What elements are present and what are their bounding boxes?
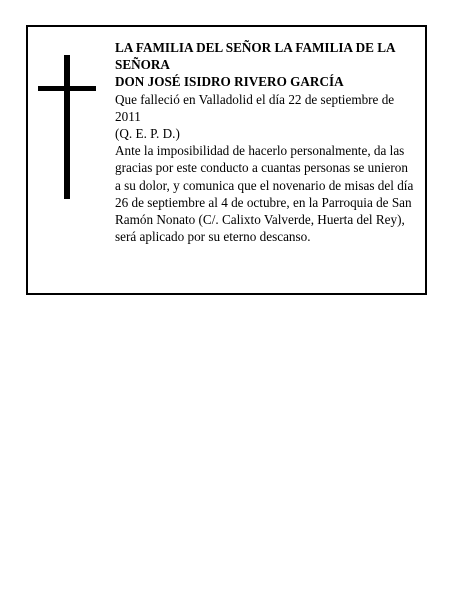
notice-body: Ante la imposibilidad de hacerlo personalmente, da las gracias por este conducto a cuantas personas se unieron a su dolor, y comunica que el novenario de misas del día 26 de septiembre al 4 de octubre, en la Parroquia de San Ramón Nonato (C/. Calixto Valverde, Huerta del Rey), será aplicado por su eterno descanso. bbox=[115, 143, 414, 245]
notice-text bbox=[115, 39, 417, 245]
deceased-name: DON JOSÉ ISIDRO RIVERO GARCÍA bbox=[115, 74, 344, 90]
cross-vertical-bar bbox=[64, 55, 70, 199]
cross-icon bbox=[38, 55, 98, 199]
family-heading: LA FAMILIA DEL SEÑOR LA FAMILIA DE LA SEÑORA bbox=[115, 40, 395, 73]
death-statement: Que falleció en Valladolid el día 22 de septiembre de 2011 bbox=[115, 91, 395, 124]
qepd-line: (Q. E. P. D.) bbox=[115, 126, 180, 142]
obituary-notice bbox=[26, 25, 427, 295]
cross-horizontal-bar bbox=[38, 86, 96, 91]
